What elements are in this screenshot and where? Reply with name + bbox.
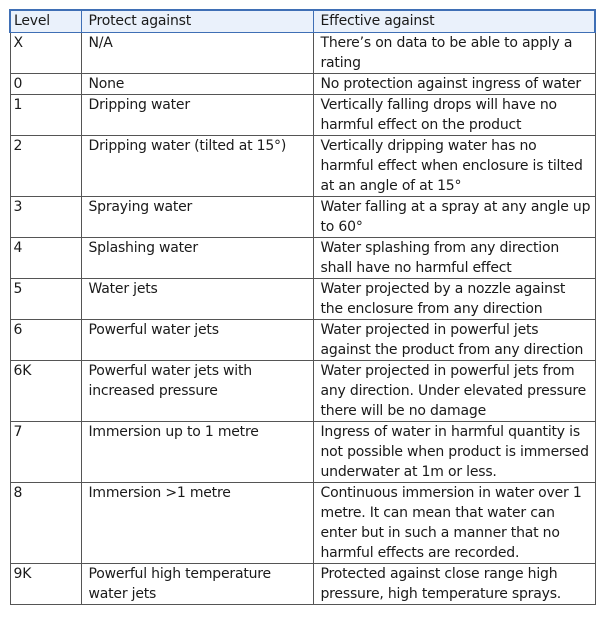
cell-effective-against: There’s on data to be able to apply a rating	[313, 33, 595, 74]
cell-level: X	[10, 33, 81, 74]
cell-level: 6K	[10, 361, 81, 422]
table-row	[10, 279, 595, 320]
cell-protect-against: Water jets	[81, 279, 313, 320]
cell-protect-against: Splashing water	[81, 238, 313, 279]
cell-level: 4	[10, 238, 81, 279]
cell-effective-against: Water falling at a spray at any angle up to 60°	[313, 197, 595, 238]
table-row	[10, 564, 595, 605]
cell-level: 8	[10, 483, 81, 564]
table-row	[10, 483, 595, 564]
cell-effective-against: No protection against ingress of water	[313, 74, 595, 95]
cell-protect-against: None	[81, 74, 313, 95]
cell-protect-against: Powerful high temperature water jets	[81, 564, 313, 605]
table-row	[10, 136, 595, 197]
cell-level: 1	[10, 95, 81, 136]
cell-protect-against: Spraying water	[81, 197, 313, 238]
cell-level: 5	[10, 279, 81, 320]
cell-level: 6	[10, 320, 81, 361]
cell-protect-against: Powerful water jets	[81, 320, 313, 361]
header-level: Level	[10, 10, 81, 33]
cell-level: 9K	[10, 564, 81, 605]
cell-protect-against: Dripping water	[81, 95, 313, 136]
cell-effective-against: Water projected in powerful jets against the product from any direction	[313, 320, 595, 361]
cell-effective-against: Continuous immersion in water over 1 metre. It can mean that water can enter but in such a manner that no harmful effects are recorded.	[313, 483, 595, 564]
table-body	[10, 33, 595, 605]
header-effective-against: Effective against	[313, 10, 595, 33]
cell-protect-against: Dripping water (tilted at 15°)	[81, 136, 313, 197]
cell-effective-against: Protected against close range high pressure, high temperature sprays.	[313, 564, 595, 605]
cell-protect-against: Immersion >1 metre	[81, 483, 313, 564]
cell-protect-against: N/A	[81, 33, 313, 74]
table-header	[10, 10, 595, 33]
cell-effective-against: Water projected in powerful jets from any direction. Under elevated pressure there will be no damage	[313, 361, 595, 422]
cell-level: 3	[10, 197, 81, 238]
cell-level: 2	[10, 136, 81, 197]
header-protect-against: Protect against	[81, 10, 313, 33]
table-row	[10, 95, 595, 136]
table-row	[10, 422, 595, 483]
table-row	[10, 361, 595, 422]
ip-water-protection-table	[9, 9, 596, 605]
cell-effective-against: Water projected by a nozzle against the enclosure from any direction	[313, 279, 595, 320]
header-row	[10, 10, 595, 33]
cell-effective-against: Vertically falling drops will have no harmful effect on the product	[313, 95, 595, 136]
cell-protect-against: Powerful water jets with increased pressure	[81, 361, 313, 422]
cell-effective-against: Ingress of water in harmful quantity is not possible when product is immersed underwater at 1m or less.	[313, 422, 595, 483]
table-row	[10, 197, 595, 238]
cell-effective-against: Vertically dripping water has no harmful effect when enclosure is tilted at an angle of at 15°	[313, 136, 595, 197]
table-row	[10, 74, 595, 95]
cell-level: 7	[10, 422, 81, 483]
table-row	[10, 320, 595, 361]
cell-level: 0	[10, 74, 81, 95]
table-row	[10, 238, 595, 279]
cell-effective-against: Water splashing from any direction shall have no harmful effect	[313, 238, 595, 279]
ip-water-protection-table-wrapper	[9, 9, 594, 605]
cell-protect-against: Immersion up to 1 metre	[81, 422, 313, 483]
table-row	[10, 33, 595, 74]
